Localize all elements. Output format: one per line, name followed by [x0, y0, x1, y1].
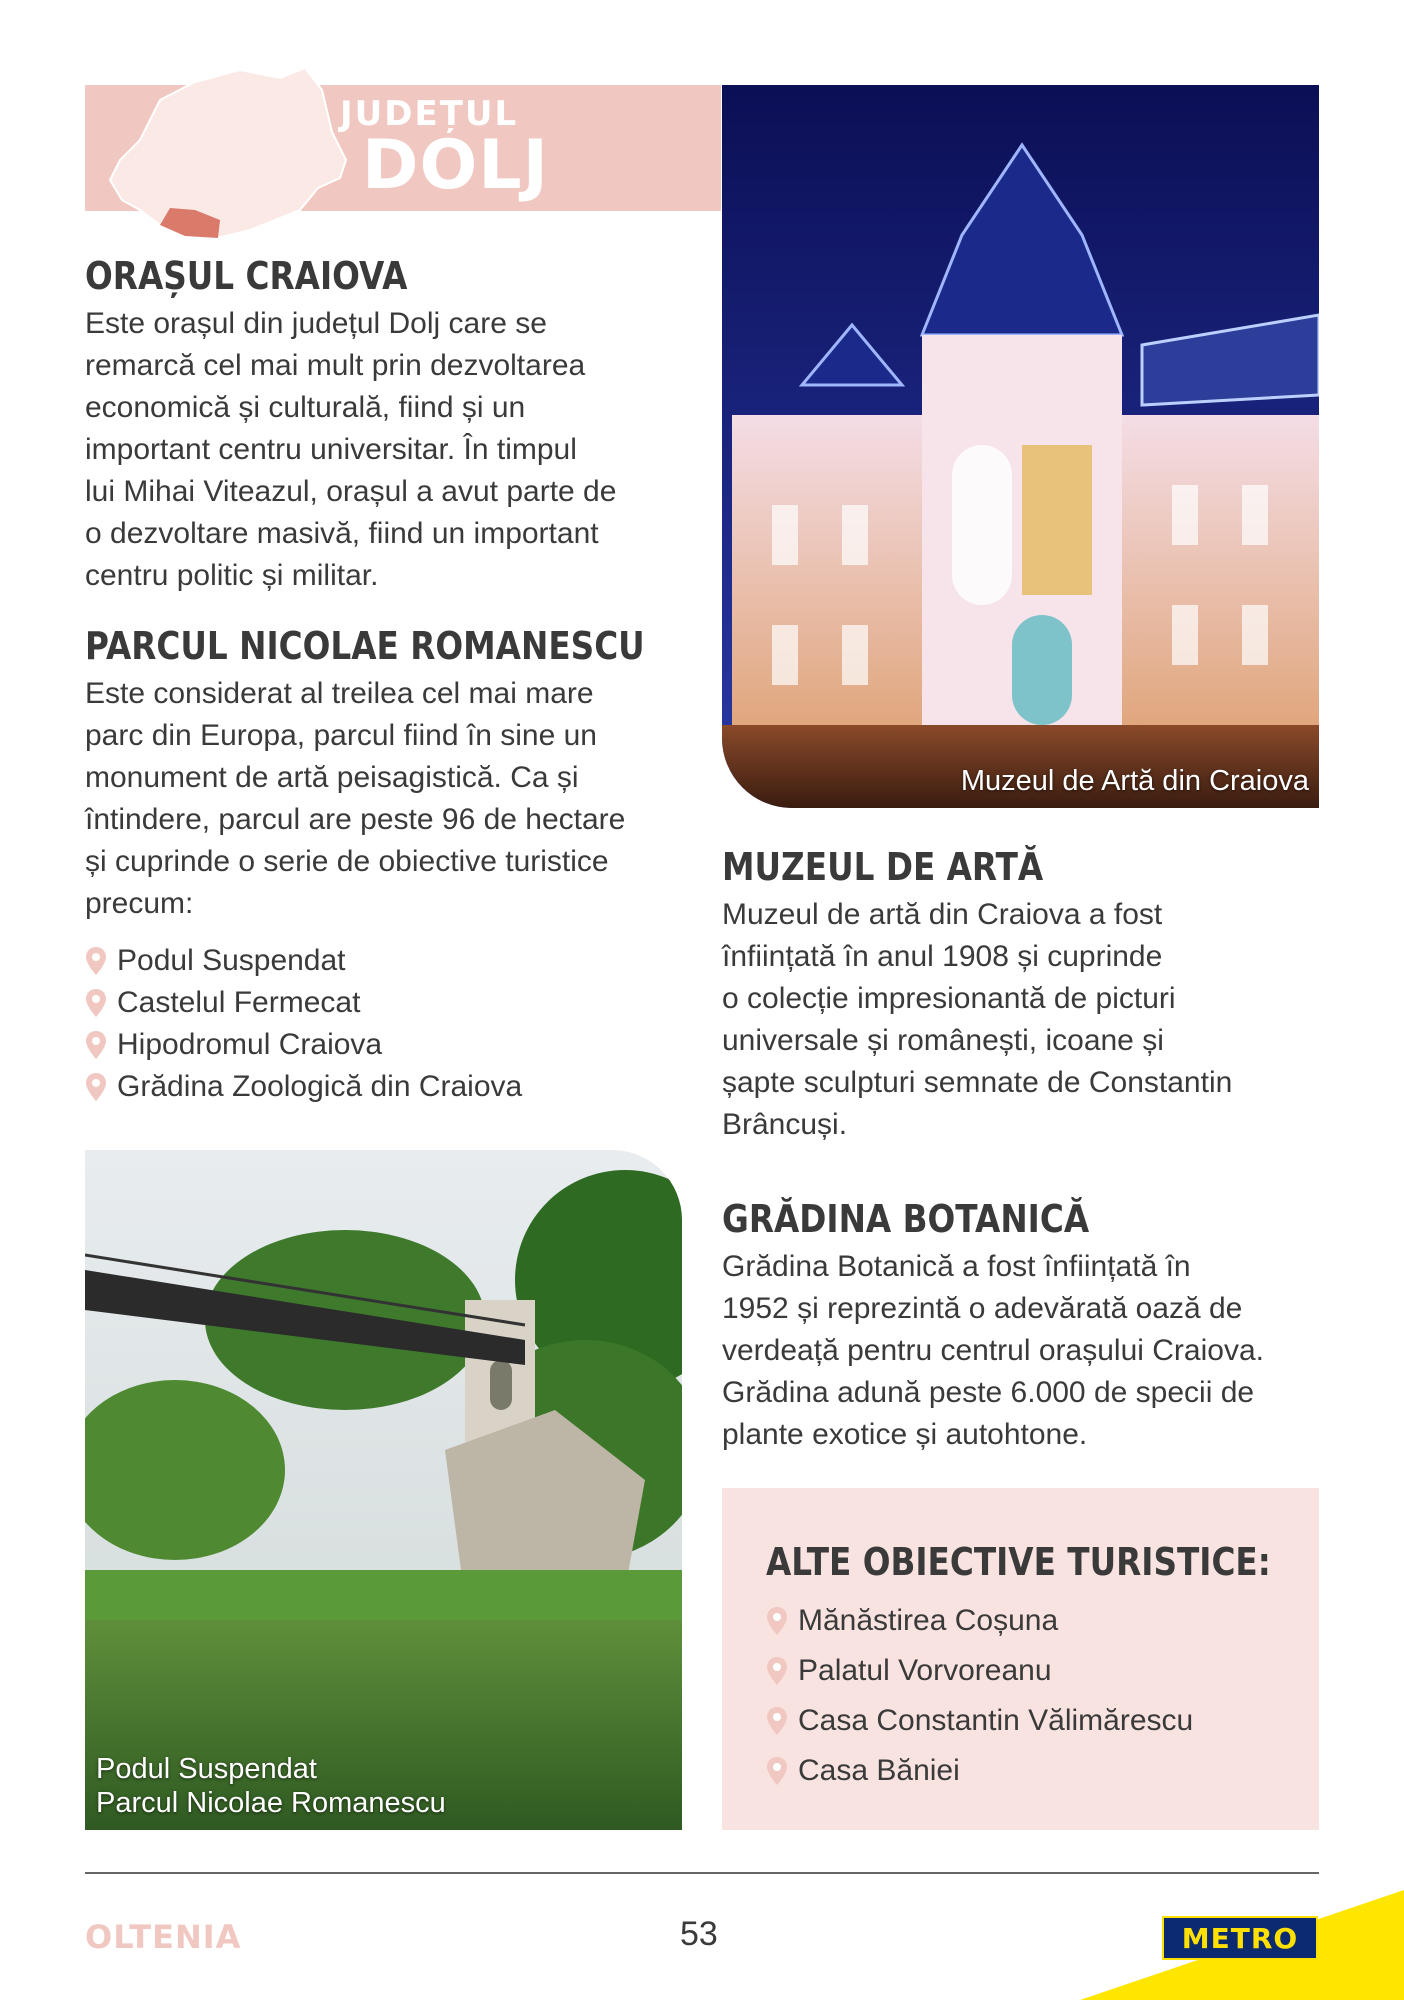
section-title-muzeu: MUZEUL DE ARTĂ: [722, 845, 1044, 889]
muzeu-text: [722, 894, 1322, 1146]
other-objectives-list: [766, 1596, 1193, 1796]
section-title-craiova: ORAȘUL CRAIOVA: [85, 254, 408, 298]
text-line: verdeață pentru centrul orașului Craiova.: [722, 1334, 1264, 1367]
list-item-label: Mănăstirea Coșuna: [798, 1604, 1059, 1637]
list-item-label: Palatul Vorvoreanu: [798, 1654, 1052, 1687]
text-line: și cuprinde o serie de obiective turistice: [85, 845, 609, 878]
list-item-label: Podul Suspendat: [117, 944, 346, 977]
text-line: Muzeul de artă din Craiova a fost: [722, 898, 1163, 931]
text-line: 1952 și reprezintă o adevărată oază de: [722, 1292, 1243, 1325]
text-line: centru politic și militar.: [85, 559, 379, 592]
location-pin-icon: [85, 946, 107, 976]
text-line: înființată în anul 1908 și cuprinde: [722, 940, 1163, 973]
text-line: Brâncuși.: [722, 1108, 848, 1141]
other-objectives-box: [722, 1488, 1319, 1830]
metro-logo: METRO: [1162, 1916, 1318, 1960]
caption-line: Parcul Nicolae Romanescu: [96, 1787, 446, 1819]
list-item: [85, 982, 522, 1024]
location-pin-icon: [85, 1072, 107, 1102]
list-item-label: Grădina Zoologică din Craiova: [117, 1070, 523, 1103]
parc-text: [85, 673, 725, 925]
list-item-label: Casa Constantin Vălimărescu: [798, 1704, 1194, 1737]
list-item-label: Castelul Fermecat: [117, 986, 361, 1019]
header-county-name: DOLJ: [362, 126, 549, 205]
romania-map-icon: [100, 60, 350, 240]
text-line: monument de artă peisagistică. Ca și: [85, 761, 579, 794]
footer-divider: [85, 1872, 1319, 1874]
location-pin-icon: [766, 1606, 788, 1636]
page-number: 53: [680, 1915, 718, 1953]
parc-objectives-list: [85, 940, 522, 1108]
section-title-gradina: GRĂDINA BOTANICĂ: [722, 1197, 1090, 1241]
location-pin-icon: [766, 1706, 788, 1736]
text-line: parc din Europa, parcul fiind în sine un: [85, 719, 597, 752]
text-line: universale și românești, icoane și: [722, 1024, 1164, 1057]
text-line: o dezvoltare masivă, fiind un important: [85, 517, 599, 550]
bridge-illustration: [85, 1150, 682, 1830]
list-item: [766, 1596, 1193, 1646]
footer-region-label: OLTENIA: [85, 1918, 242, 1956]
text-line: remarcă cel mai mult prin dezvoltarea: [85, 349, 586, 382]
location-pin-icon: [85, 988, 107, 1018]
section-title-parc: PARCUL NICOLAE ROMANESCU: [85, 624, 645, 668]
location-pin-icon: [766, 1656, 788, 1686]
text-line: Grădina Botanică a fost înființată în: [722, 1250, 1191, 1283]
text-line: o colecție impresionantă de picturi: [722, 982, 1176, 1015]
text-line: lui Mihai Viteazul, orașul a avut parte de: [85, 475, 617, 508]
list-item: [766, 1646, 1193, 1696]
list-item: [766, 1696, 1193, 1746]
list-item: [766, 1746, 1193, 1796]
header-county-label: JUDEȚUL: [340, 94, 519, 134]
location-pin-icon: [766, 1756, 788, 1786]
text-line: întindere, parcul are peste 96 de hectare: [85, 803, 626, 836]
list-item: [85, 1066, 522, 1108]
text-line: șapte sculpturi semnate de Constantin: [722, 1066, 1233, 1099]
text-line: precum:: [85, 887, 194, 920]
text-line: Este orașul din județul Dolj care se: [85, 307, 547, 340]
craiova-text: [85, 303, 725, 597]
text-line: Este considerat al treilea cel mai mare: [85, 677, 594, 710]
list-item: [85, 940, 522, 982]
text-line: important centru universitar. În timpul: [85, 433, 577, 466]
list-item-label: Casa Băniei: [798, 1754, 960, 1787]
text-line: plante exotice și autohtone.: [722, 1418, 1088, 1451]
gradina-text: [722, 1246, 1332, 1456]
text-line: economică și culturală, fiind și un: [85, 391, 526, 424]
caption-line: Podul Suspendat: [96, 1753, 317, 1785]
museum-photo: [722, 85, 1319, 808]
other-objectives-title: ALTE OBIECTIVE TURISTICE:: [766, 1540, 1271, 1584]
bridge-photo-caption: [96, 1752, 446, 1820]
location-pin-icon: [85, 1030, 107, 1060]
museum-illustration: [722, 85, 1319, 808]
bridge-photo: [85, 1150, 682, 1830]
museum-photo-caption: Muzeul de Artă din Craiova: [960, 765, 1309, 797]
text-line: Grădina adună peste 6.000 de specii de: [722, 1376, 1255, 1409]
list-item-label: Hipodromul Craiova: [117, 1028, 383, 1061]
list-item: [85, 1024, 522, 1066]
